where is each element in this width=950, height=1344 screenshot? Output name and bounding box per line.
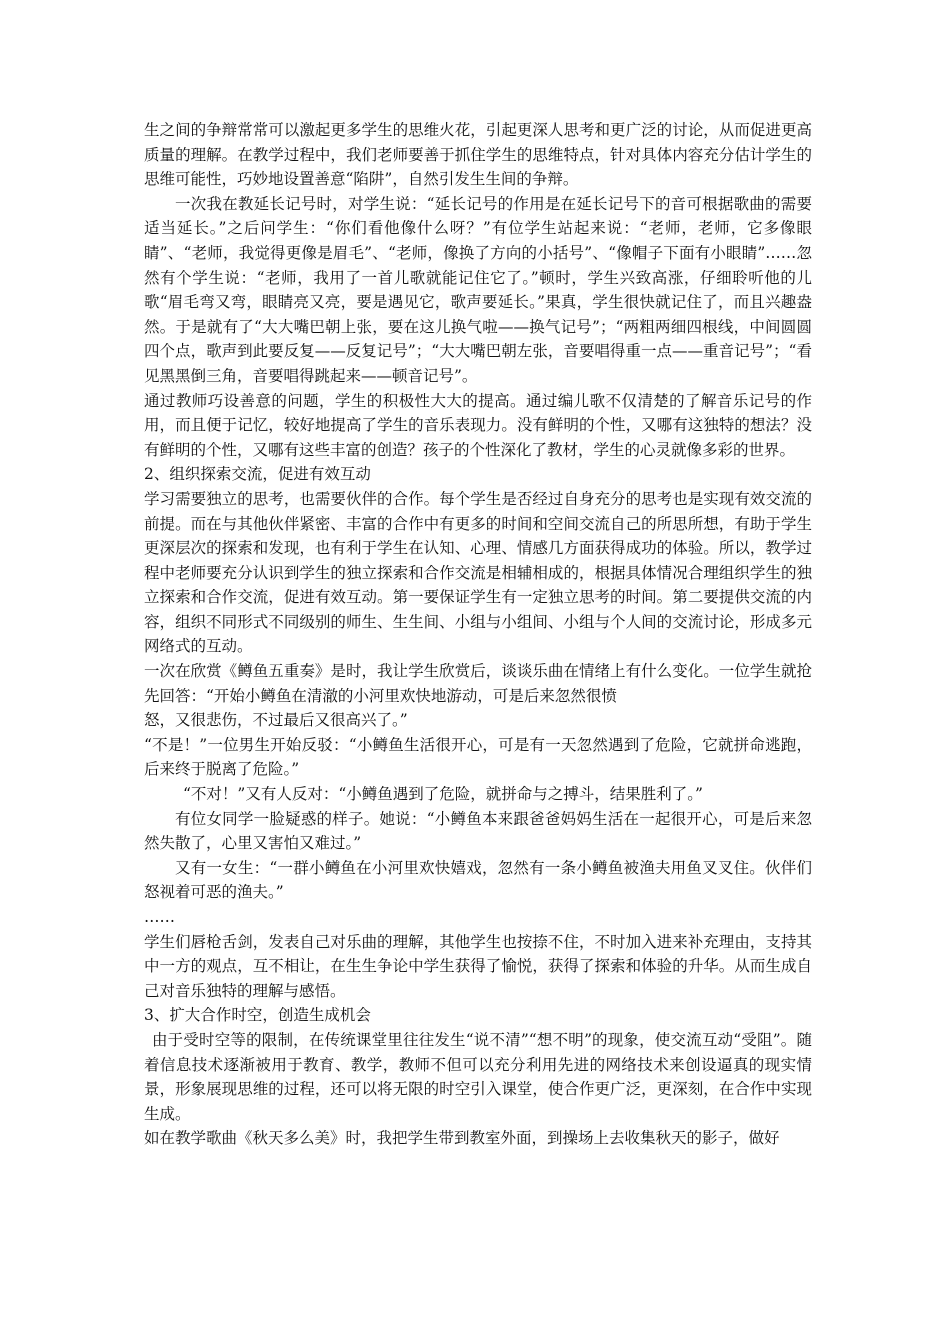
paragraph-fermata-reflection: 通过教师巧设善意的问题，学生的积极性大大的提高。通过编儿歌不仅清楚的了解音乐记号的作用，而且便于记忆，较好地提高了学生的音乐表现力。没有鲜明的个性，又哪有这独特的想法？没有鲜明的个性，又哪有这些丰富的创造？孩子的个性深化了教材，学生的心灵就像多彩的世界。: [144, 391, 812, 459]
paragraph-cooperation: 学习需要独立的思考，也需要伙伴的合作。每个学生是否经过自身充分的思考也是实现有效交流的前提。而在与其他伙伴紧密、丰富的合作中有更多的时间和空间交流自己的所思所想，有助于学生更深层次的探索和发现，也有利于学生在认知、心理、情感几方面获得成功的体验。所以，教学过程中老师要充分认识到学生的独立探索和合作交流是相辅相成的，根据具体情况合理组织学生的独立探索和合作交流，促进有效互动。第一要保证学生有一定独立思考的时间。第二要提供交流的内容，组织不同形式不同级别的师生、生生间、小组与小组间、小组与个人间的交流讨论，形成多元网络式的互动。: [144, 489, 812, 656]
section-heading-3: 3、扩大合作时空，创造生成机会: [144, 1006, 371, 1025]
paragraph-boy-rebuttal: “不是！”一位男生开始反驳：“小鳟鱼生活很开心，可是有一天忽然遇到了危险，它就拼命逃跑，后来终于脱离了危险。”: [144, 735, 812, 779]
paragraph-autumn-song: 如在教学歌曲《秋天多么美》时，我把学生带到教室外面，到操场上去收集秋天的影子，做好: [144, 1129, 780, 1148]
section-heading-2: 2、组织探索交流，促进有效互动: [144, 465, 371, 484]
paragraph-trout-answer-end: 怒，又很悲伤，不过最后又很高兴了。”: [144, 711, 408, 730]
paragraph-technology: 由于受时空等的限制，在传统课堂里往往发生“说不清”“想不明”的现象，使交流互动“受阻”。随着信息技术逐渐被用于教育、教学，教师不但可以充分利用先进的网络技术来创设逼真的现实情景，形象展现思维的过程，还可以将无限的时空引入课堂，使合作更广泛，更深刻，在合作中实现生成。: [144, 1030, 812, 1123]
paragraph-fermata-story: 一次我在教延长记号时，对学生说：“延长记号的作用是在延长记号下的音可根据歌曲的需要适当延长。”之后问学生：“你们看他像什么呀？”有位学生站起来说：“老师，老师，它多像眼睛”、“老师，我觉得更像是眉毛”、“老师，像换了方向的小括号”、“像帽子下面有小眼睛”……忽然有个学生说：“老师，我用了一首儿歌就能记住它了。”顿时，学生兴致高涨，仔细聆听他的儿歌“眉毛弯又弯，眼睛亮又亮，要是遇见它，歌声要延长。”果真，学生很快就记住了，而且兴趣盎然。于是就有了“大大嘴巴朝上张，要在这儿换气啦——换气记号”；“两粗两细四根线，中间圆圆四个点，歌声到此要反复——反复记号”；“大大嘴巴朝左张，音要唱得重一点——重音记号”；“看见黑黑倒三角，音要唱得跳起来——顿音记号”。: [144, 194, 812, 385]
paragraph-trout-question: 一次在欣赏《鳟鱼五重奏》是时，我让学生欣赏后，谈谈乐曲在情绪上有什么变化。一位学生就抢先回答：“开始小鳟鱼在清澈的小河里欢快地游动，可是后来忽然很愤: [144, 662, 812, 705]
paragraph-debate-intro: 生之间的争辩常常可以激起更多学生的思维火花，引起更深人思考和更广泛的讨论，从而促进更高质量的理解。在教学过程中，我们老师要善于抓住学生的思维特点，针对具体内容充分估计学生的思维可能性，巧妙地设置善意“陷阱”，自然引发生生间的争辩。: [144, 121, 812, 189]
ellipsis-line: ……: [144, 908, 175, 926]
paragraph-girl-answer: 有位女同学一脸疑惑的样子。她说：“小鳟鱼本来跟爸爸妈妈生活在一起很开心，可是后来忽然失散了，心里又害怕又难过。”: [144, 809, 812, 853]
paragraph-debate-summary: 学生们唇枪舌剑，发表自己对乐曲的理解，其他学生也按捺不住，不时加入进来补充理由，支持其中一方的观点，互不相让，在生生争论中学生获得了愉悦，获得了探索和体验的升华。从而生成自己对音乐独特的理解与感悟。: [144, 932, 812, 1000]
paragraph-another-girl: 又有一女生：“一群小鳟鱼在小河里欢快嬉戏，忽然有一条小鳟鱼被渔夫用鱼叉叉住。伙伴们怒视着可恶的渔夫。”: [144, 858, 812, 902]
paragraph-another-objection: “不对！”又有人反对：“小鳟鱼遇到了危险，就拼命与之搏斗，结果胜利了。”: [183, 785, 703, 804]
document-body: [144, 118, 812, 1151]
